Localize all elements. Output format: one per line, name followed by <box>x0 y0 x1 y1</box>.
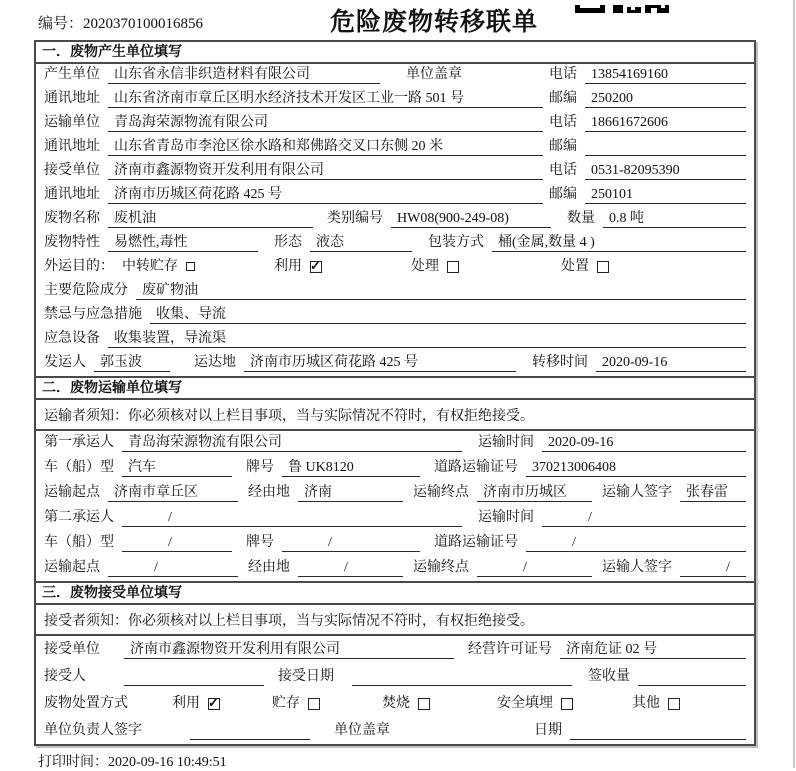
transport-time-label: 运输时间 <box>478 510 534 525</box>
row-waste-character <box>36 232 754 256</box>
carrier2-value: / <box>122 509 462 527</box>
manager-sign-label: 单位负责人签字 <box>44 723 142 738</box>
purpose-option-label: 处理 <box>411 259 439 274</box>
transport-time-label: 运输时间 <box>478 435 534 450</box>
zip-label: 邮编 <box>549 187 577 202</box>
disposal-option-incinerate <box>382 695 497 713</box>
quantity-value: 0.8 吨 <box>603 210 746 228</box>
carrier1-via-value: 济南 <box>298 484 403 502</box>
row-left <box>44 162 549 180</box>
plate-label: 牌号 <box>246 535 274 550</box>
vehicle-type-label: 车（船）型 <box>44 460 114 475</box>
row-producer-address <box>36 88 754 112</box>
section1-title: 一．废物产生单位填写 <box>36 42 754 64</box>
checkbox-icon <box>418 698 430 710</box>
row-manager-sign <box>36 717 754 744</box>
purpose-option-label: 利用 <box>274 259 302 274</box>
row-waste-name <box>36 208 754 232</box>
section2-title: 二．废物运输单位填写 <box>36 376 754 400</box>
receipt-qty-label: 签收量 <box>588 669 630 684</box>
carrier1-time-value: 2020-09-16 <box>542 434 746 452</box>
row-left <box>44 114 549 132</box>
waste-name-label: 废物名称 <box>44 211 100 226</box>
disposal-method-label: 废物处置方式 <box>44 696 128 711</box>
carrier2-plate-value: / <box>282 534 420 552</box>
purpose-option-storage <box>122 258 274 276</box>
disposal-option-use <box>172 695 272 713</box>
address-label: 通讯地址 <box>44 91 100 106</box>
zip-label: 邮编 <box>549 139 577 154</box>
checkbox-icon <box>597 261 609 273</box>
row-carrier1 <box>36 431 754 456</box>
date-label: 日期 <box>534 723 562 738</box>
packing-label: 包装方式 <box>428 235 484 250</box>
row-carrier1-vehicle <box>36 456 754 481</box>
row-left <box>44 186 549 204</box>
license-value: 济南危证 02 号 <box>560 641 746 659</box>
waste-character-value: 易燃性,毒性 <box>108 234 258 252</box>
purpose-label: 外运目的： <box>44 259 114 274</box>
carrier2-time-value: / <box>542 509 746 527</box>
acceptor-label: 接受人 <box>44 669 86 684</box>
row-left <box>44 138 549 156</box>
row-left <box>44 90 549 108</box>
print-time-label: 打印时间： <box>38 755 108 770</box>
producer-zip-value: 250200 <box>585 90 746 108</box>
receiver-address-value: 济南市历城区荷花路 425 号 <box>108 186 543 204</box>
form-value: 液态 <box>310 234 412 252</box>
carrier2-end-value: / <box>477 559 592 577</box>
checkbox-icon <box>668 698 680 710</box>
serial-value: 2020370100016856 <box>83 16 204 32</box>
phone-label: 电话 <box>549 67 577 82</box>
endpoint-label: 运输终点 <box>413 560 469 575</box>
hazard-component-value: 废矿物油 <box>136 282 746 300</box>
disposal-option-label: 安全填埋 <box>497 696 553 711</box>
section3-title: 三．废物接受单位填写 <box>36 581 754 605</box>
carrier2-sign-value: / <box>680 559 746 577</box>
road-permit-label: 道路运输证号 <box>434 460 518 475</box>
transporter-zip-value <box>585 138 746 156</box>
purpose-option-label: 处置 <box>561 259 589 274</box>
hazard-component-label: 主要危险成分 <box>44 283 128 298</box>
row-emergency-equipment <box>36 328 754 352</box>
carrier1-plate-value: 鲁 UK8120 <box>282 459 420 477</box>
waste-character-label: 废物特性 <box>44 235 100 250</box>
accept-date-value <box>352 668 572 686</box>
transporter-phone-value: 18661672606 <box>585 114 746 132</box>
date-value <box>570 722 746 740</box>
carrier2-vehicle-value: / <box>122 534 232 552</box>
transporter-sign-label: 运输人签字 <box>602 485 672 500</box>
purpose-option-use <box>274 258 411 276</box>
destination-value: 济南市历城区荷花路 425 号 <box>244 354 516 372</box>
disposal-option-store <box>272 695 382 713</box>
disposal-option-label: 贮存 <box>272 696 300 711</box>
category-code-value: HW08(900-249-08) <box>391 210 551 228</box>
shipper-label: 发运人 <box>44 355 86 370</box>
accept-unit-label: 接受单位 <box>44 642 100 657</box>
row-taboo-measures <box>36 304 754 328</box>
checkbox-checked-icon <box>310 261 322 273</box>
row-receiver-address <box>36 184 754 208</box>
carrier1-origin-value: 济南市章丘区 <box>108 484 238 502</box>
transporter-unit-value: 青岛海荣源物流有限公司 <box>108 114 543 132</box>
purpose-option-treat <box>411 258 561 276</box>
serial-label: 编号： <box>38 16 84 32</box>
producer-unit-value: 山东省永信非织造材料有限公司 <box>108 66 380 84</box>
unit-seal-label: 单位盖章 <box>406 67 462 82</box>
acceptor-value <box>124 668 264 686</box>
category-code-label: 类别编号 <box>327 211 383 226</box>
via-label: 经由地 <box>248 485 290 500</box>
purpose-option-label: 中转贮存 <box>122 259 178 274</box>
taboo-measures-value: 收集、导流 <box>150 306 746 324</box>
producer-phone-value: 13854169160 <box>585 66 746 84</box>
transfer-time-label: 转移时间 <box>532 355 588 370</box>
disposal-option-label: 焚烧 <box>382 696 410 711</box>
purpose-option-dispose <box>561 258 609 276</box>
checkbox-icon <box>561 698 573 710</box>
receiver-zip-value: 250101 <box>585 186 746 204</box>
packing-value: 桶(金属,数量 4 ) <box>492 234 746 252</box>
accept-unit-value: 济南市鑫源物资开发利用有限公司 <box>124 641 454 659</box>
carrier1-label: 第一承运人 <box>44 435 114 450</box>
receipt-qty-value <box>638 668 746 686</box>
row-carrier2-vehicle <box>36 531 754 556</box>
row-producer-unit <box>36 64 754 88</box>
row-carrier2-route <box>36 556 754 581</box>
receiver-phone-value: 0531-82095390 <box>585 162 746 180</box>
disposal-option-label: 利用 <box>172 696 200 711</box>
endpoint-label: 运输终点 <box>413 485 469 500</box>
row-carrier2 <box>36 506 754 531</box>
print-time-line <box>38 751 227 771</box>
disposal-option-landfill <box>497 695 632 713</box>
checkbox-icon <box>447 261 459 273</box>
emergency-equipment-label: 应急设备 <box>44 331 100 346</box>
manager-sign-value <box>190 722 310 740</box>
phone-label: 电话 <box>549 163 577 178</box>
producer-unit-label: 产生单位 <box>44 67 100 82</box>
row-left <box>44 66 549 84</box>
form-label: 形态 <box>274 235 302 250</box>
disposal-option-label: 其他 <box>632 696 660 711</box>
accept-date-label: 接受日期 <box>278 669 334 684</box>
serial-number-line <box>38 12 203 33</box>
disposal-option-other <box>632 695 680 713</box>
waste-name-value: 废机油 <box>108 210 313 228</box>
address-label: 通讯地址 <box>44 139 100 154</box>
transfer-time-value: 2020-09-16 <box>596 354 746 372</box>
transporter-unit-label: 运输单位 <box>44 115 100 130</box>
receiver-unit-label: 接受单位 <box>44 163 100 178</box>
carrier2-permit-value: / <box>526 534 746 552</box>
quantity-label: 数量 <box>567 211 595 226</box>
row-receiver-unit <box>36 160 754 184</box>
print-time-value: 2020-09-16 10:49:51 <box>108 755 227 770</box>
emergency-equipment-value: 收集装置，导流渠 <box>108 330 746 348</box>
qr-code-fragment-icon <box>575 0 669 18</box>
checkbox-checked-icon <box>208 698 220 710</box>
carrier1-vehicle-value: 汽车 <box>122 459 232 477</box>
row-purpose <box>36 256 754 280</box>
carrier2-via-value: / <box>298 559 403 577</box>
row-acceptor <box>36 663 754 690</box>
row-shipper <box>36 352 754 376</box>
row-hazard-component <box>36 280 754 304</box>
carrier1-sign-value: 张春雷 <box>680 484 746 502</box>
license-label: 经营许可证号 <box>468 642 552 657</box>
transporter-sign-label: 运输人签字 <box>602 560 672 575</box>
row-transporter-unit <box>36 112 754 136</box>
row-accept-unit <box>36 636 754 663</box>
taboo-measures-label: 禁忌与应急措施 <box>44 307 142 322</box>
shipper-value: 郭玉波 <box>94 354 170 372</box>
row-transporter-address <box>36 136 754 160</box>
road-permit-label: 道路运输证号 <box>434 535 518 550</box>
carrier1-permit-value: 370213006408 <box>526 459 746 477</box>
address-label: 通讯地址 <box>44 187 100 202</box>
vehicle-type-label: 车（船）型 <box>44 535 114 550</box>
manifest-form-table <box>34 40 756 746</box>
section3-notice: 接受者须知：你必须核对以上栏目事项，当与实际情况不符时，有权拒绝接受。 <box>36 605 754 636</box>
phone-label: 电话 <box>549 115 577 130</box>
checkbox-icon <box>186 262 195 271</box>
row-disposal-method <box>36 690 754 717</box>
section2-notice: 运输者须知：你必须核对以上栏目事项，当与实际情况不符时，有权拒绝接受。 <box>36 400 754 431</box>
zip-label: 邮编 <box>549 91 577 106</box>
page-right-edge <box>793 0 795 768</box>
page-title: 危险废物转移联单 <box>330 9 539 36</box>
carrier2-origin-value: / <box>108 559 238 577</box>
receiver-unit-value: 济南市鑫源物资开发利用有限公司 <box>108 162 543 180</box>
transporter-address-value: 山东省青岛市李沧区徐水路和郑佛路交叉口东侧 20 米 <box>108 138 543 156</box>
via-label: 经由地 <box>248 560 290 575</box>
plate-label: 牌号 <box>246 460 274 475</box>
carrier1-value: 青岛海荣源物流有限公司 <box>122 434 462 452</box>
origin-label: 运输起点 <box>44 485 100 500</box>
producer-address-value: 山东省济南市章丘区明水经济技术开发区工业一路 501 号 <box>108 90 543 108</box>
destination-label: 运达地 <box>194 355 236 370</box>
row-carrier1-route <box>36 481 754 506</box>
unit-seal-label: 单位盖章 <box>334 723 390 738</box>
origin-label: 运输起点 <box>44 560 100 575</box>
carrier1-end-value: 济南市历城区 <box>477 484 592 502</box>
carrier2-label: 第二承运人 <box>44 510 114 525</box>
checkbox-icon <box>308 698 320 710</box>
